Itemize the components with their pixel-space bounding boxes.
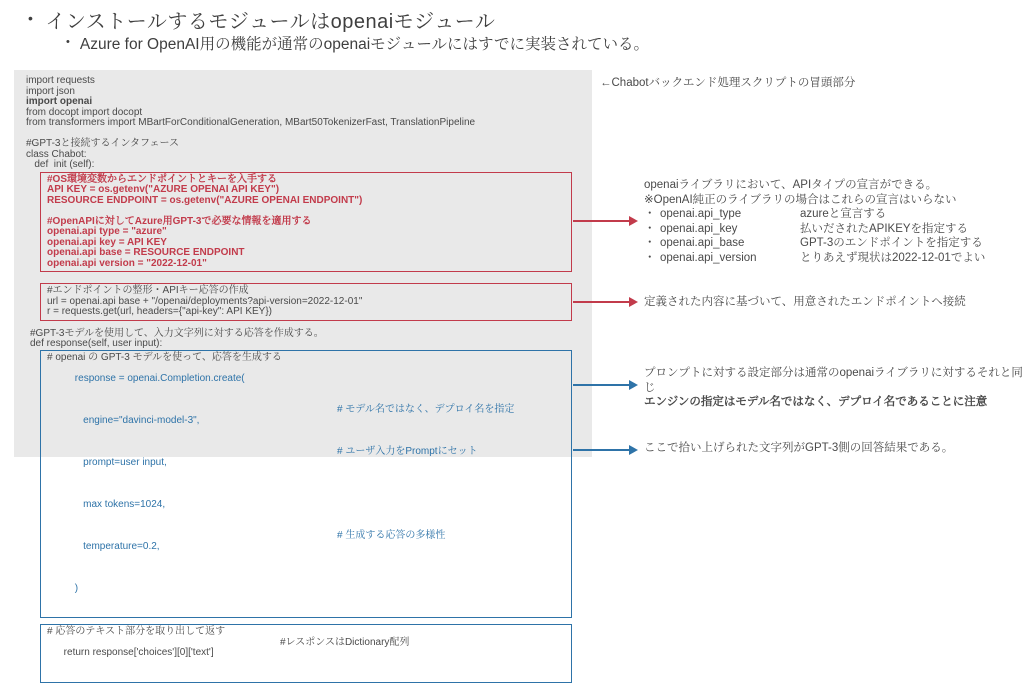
blue-box-completion bbox=[40, 350, 572, 619]
code-line bbox=[47, 363, 571, 405]
code-line: def init (self): bbox=[26, 159, 95, 170]
code-line bbox=[47, 489, 571, 531]
inline-comment: #レスポンスはDictionary配列 bbox=[280, 636, 410, 648]
annotation-script-header: ←Chabotバックエンド処理スクリプトの冒頭部分 bbox=[600, 77, 856, 89]
code-line: from transformers import MBartForConditionalGeneration, MBart50TokenizerFast, TranslationPipeline bbox=[26, 117, 476, 128]
code-line: #GPT-3モデルを使用して、入力文字列に対する応答を作成する。 bbox=[30, 327, 324, 339]
slide-subtitle-text: Azure for OpenAI用の機能が通常のopenaiモジュールにはすでに実装されている。 bbox=[79, 36, 650, 53]
inline-comment: # 生成する応答の多様性 bbox=[337, 530, 446, 541]
code-comment-line: # openai の GPT-3 モデルを使って、応答を生成する bbox=[47, 351, 282, 363]
code-line: #GPT-3と接続するインタフェース bbox=[26, 138, 180, 149]
arrow-right-icon bbox=[573, 449, 629, 451]
api-property-desc: とりあえず現状は2022-12-01でよい bbox=[800, 251, 986, 264]
code-mid-block bbox=[30, 329, 592, 350]
arrow-right-icon bbox=[573, 384, 629, 386]
list-item bbox=[644, 222, 1022, 237]
slide-subtitle bbox=[66, 32, 649, 54]
bullet-icon: ・ bbox=[644, 222, 656, 235]
code-line: import openai bbox=[26, 96, 93, 107]
code-line bbox=[47, 405, 571, 447]
list-item bbox=[644, 251, 1022, 266]
code-line bbox=[47, 573, 571, 615]
code-line: openai.api key = API KEY bbox=[47, 236, 167, 248]
code-line: API KEY = os.getenv("AZURE OPENAI API KEY") bbox=[47, 184, 280, 195]
annotation-line: openaiライブラリにおいて、APIタイプの宣言ができる。 bbox=[644, 179, 938, 191]
code-line: RESOURCE ENDPOINT = os.getenv("AZURE OPENAI ENDPOINT") bbox=[47, 194, 363, 206]
red-box-env-setup bbox=[40, 172, 572, 273]
code-text: engine="davinci-model-3", bbox=[74, 414, 200, 426]
api-property-name: openai.api_base bbox=[660, 237, 745, 250]
code-line: openai.api base = RESOURCE ENDPOINT bbox=[47, 247, 245, 258]
bullet-icon: • bbox=[66, 36, 70, 48]
blue-box-lines bbox=[47, 363, 571, 615]
code-panel bbox=[14, 70, 592, 658]
annotation-line: プロンプトに対する設定部分は通常のopenaiライブラリに対するそれと同じ bbox=[644, 367, 1023, 394]
annotation-endpoint-connect: 定義された内容に基づいて、用意されたエンドポイントへ接続 bbox=[644, 296, 966, 308]
code-line: #エンドポイントの整形・APIキー応答の作成 bbox=[47, 285, 249, 296]
slide-title bbox=[28, 5, 495, 34]
code-comment-line: # 応答のテキスト部分を取り出して返す bbox=[47, 626, 226, 637]
code-line: from docopt import docopt bbox=[26, 106, 143, 118]
annotation-result: ここで拾い上げられた文字列がGPT-3側の回答結果である。 bbox=[644, 442, 954, 454]
code-text: temperature=0.2, bbox=[74, 540, 160, 552]
list-item bbox=[644, 207, 1022, 222]
bullet-icon: ・ bbox=[644, 208, 656, 221]
bullet-icon: • bbox=[28, 10, 34, 26]
inline-comment: # ユーザ入力をPromptにセット bbox=[337, 446, 478, 457]
code-line: import requests bbox=[26, 75, 95, 86]
api-property-name: openai.api_key bbox=[660, 222, 738, 235]
code-line: r = requests.get(url, headers={"api-key": API KEY}) bbox=[47, 306, 272, 317]
arrow-right-icon bbox=[573, 220, 629, 222]
code-line: class Chabot: bbox=[26, 148, 87, 160]
api-property-desc: 払いだされたAPIKEYを指定する bbox=[800, 222, 969, 235]
inline-comment: # モデル名ではなく、デプロイ名を指定 bbox=[337, 404, 515, 415]
bullet-icon: ・ bbox=[644, 251, 656, 264]
api-property-name: openai.api_type bbox=[660, 208, 742, 221]
bullet-icon: ・ bbox=[644, 237, 656, 250]
code-line: import json bbox=[26, 85, 75, 97]
api-property-desc: azureと宣言する bbox=[800, 208, 887, 221]
api-property-name: openai.api_version bbox=[660, 251, 757, 264]
code-text: return response['choices'][0]['text'] bbox=[63, 647, 214, 658]
code-line: openai.api version = "2022-12-01" bbox=[47, 257, 207, 269]
annotation-line: ※OpenAI純正のライブラリの場合はこれらの宣言はいらない bbox=[644, 193, 957, 206]
list-item bbox=[644, 236, 1022, 251]
code-line: def response(self, user input): bbox=[30, 338, 163, 349]
red-box-endpoint bbox=[40, 283, 572, 321]
code-text: ) bbox=[74, 582, 79, 594]
code-line bbox=[47, 447, 571, 489]
blue-box-return bbox=[40, 624, 572, 683]
slide-title-text: インストールするモジュールはopenaiモジュール bbox=[45, 11, 496, 33]
arrow-right-icon bbox=[573, 301, 629, 303]
code-line: openai.api type = "azure" bbox=[47, 226, 167, 237]
code-line bbox=[47, 531, 571, 573]
code-line bbox=[47, 638, 571, 680]
code-text: prompt=user input, bbox=[74, 456, 167, 468]
code-line: #OpenAPIに対してAzure用GPT-3で必要な情報を適用する bbox=[47, 215, 312, 227]
annotation-api-list bbox=[644, 207, 1022, 265]
annotation-api-declarations bbox=[644, 178, 1022, 266]
code-line bbox=[47, 206, 571, 217]
code-line: #OS環境変数からエンドポイントとキーを入手する bbox=[47, 173, 278, 185]
annotation-prompt-settings bbox=[644, 366, 1024, 410]
code-top-block bbox=[26, 76, 592, 171]
annotation-line: エンジンの指定はモデル名ではなく、デプロイ名であることに注意 bbox=[644, 396, 988, 409]
code-text: max tokens=1024, bbox=[74, 498, 166, 510]
api-property-desc: GPT-3のエンドポイントを指定する bbox=[800, 237, 983, 250]
code-line: url = openai.api base + "/openai/deployments?api-version=2022-12-01" bbox=[47, 295, 363, 307]
code-text: response = openai.Completion.create( bbox=[74, 372, 245, 384]
